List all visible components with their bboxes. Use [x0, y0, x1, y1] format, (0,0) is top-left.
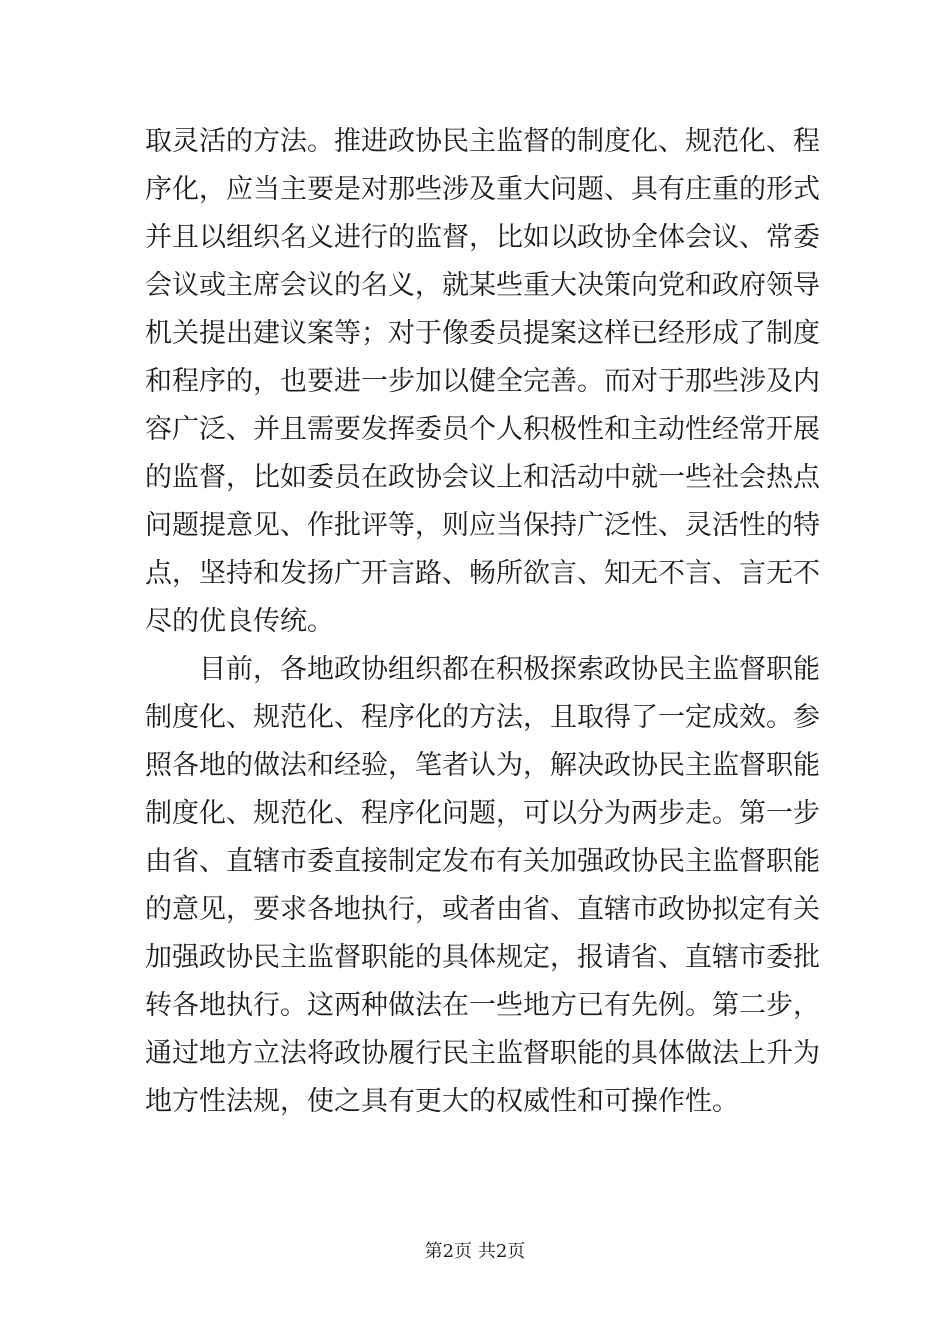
- paragraph-2-line-6: 的意见，要求各地执行，或者由省、直辖市政协拟定有关: [145, 894, 820, 925]
- paragraph-1-line-11: 尽的优良传统。: [145, 606, 334, 637]
- paragraph-2-line-3: 照各地的做法和经验，笔者认为，解决政协民主监督职能: [145, 750, 820, 781]
- paragraph-1-line-3: 并且以组织名义进行的监督，比如以政协全体会议、常委: [145, 222, 820, 253]
- paragraph-2-line-8: 转各地执行。这两种做法在一些地方已有先例。第二步，: [145, 990, 820, 1021]
- paragraph-2-line-9: 通过地方立法将政协履行民主监督职能的具体做法上升为: [145, 1038, 820, 1069]
- paragraph-1-line-10: 点，坚持和发扬广开言路、畅所欲言、知无不言、言无不: [145, 558, 820, 589]
- paragraph-1-line-1: 取灵活的方法。推进政协民主监督的制度化、规范化、程: [145, 126, 820, 157]
- paragraph-2-line-5: 由省、直辖市委直接制定发布有关加强政协民主监督职能: [145, 846, 820, 877]
- paragraph-1-line-9: 问题提意见、作批评等，则应当保持广泛性、灵活性的特: [145, 510, 820, 541]
- paragraph-1-line-5: 机关提出建议案等；对于像委员提案这样已经形成了制度: [145, 318, 820, 349]
- paragraph-2-line-2: 制度化、规范化、程序化的方法，且取得了一定成效。参: [145, 702, 820, 733]
- page-number-footer: 第2页 共2页: [424, 1241, 526, 1262]
- paragraph-1-line-2: 序化，应当主要是对那些涉及重大问题、具有庄重的形式: [145, 174, 820, 205]
- paragraph-2-line-1: 目前，各地政协组织都在积极探索政协民主监督职能: [199, 654, 820, 685]
- paragraph-1-line-6: 和程序的，也要进一步加以健全完善。而对于那些涉及内: [145, 366, 820, 397]
- paragraph-1-line-8: 的监督，比如委员在政协会议上和活动中就一些社会热点: [145, 462, 820, 493]
- paragraph-2-line-4: 制度化、规范化、程序化问题，可以分为两步走。第一步: [145, 798, 820, 829]
- paragraph-1-line-7: 容广泛、并且需要发挥委员个人积极性和主动性经常开展: [145, 414, 820, 445]
- paragraph-2-line-7: 加强政协民主监督职能的具体规定，报请省、直辖市委批: [145, 942, 820, 973]
- paragraph-2-line-10: 地方性法规，使之具有更大的权威性和可操作性。: [145, 1086, 739, 1117]
- paragraph-1-line-4: 会议或主席会议的名义，就某些重大决策向党和政府领导: [145, 270, 820, 301]
